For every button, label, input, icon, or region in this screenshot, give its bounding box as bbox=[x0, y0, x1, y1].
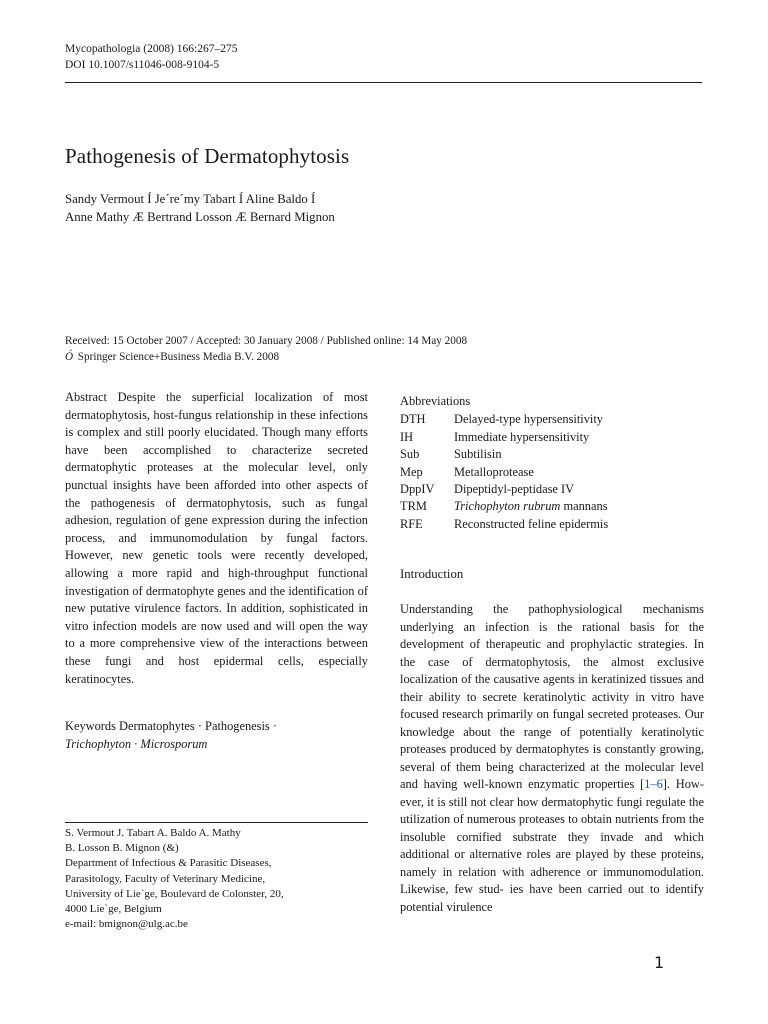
abbreviation-value: Reconstructed feline epidermis bbox=[454, 516, 609, 531]
introduction-text-2: ]. How- ever, it is still not clear how dermatophytic fungi regulate the utilization of numerous proteases to obtain nutrients from the insoluble cornified substrate they invade and which additional or alternative roles are played by these proteins, namely in relation with adherence or immunomodulation. Likewise, few stud- ies have been carried out to identify potential virulence bbox=[400, 777, 705, 914]
affiliation-city: 4000 Lie`ge, Belgium bbox=[65, 903, 162, 916]
abbreviation-row bbox=[400, 464, 704, 481]
affiliation-univ: University of Lie`ge, Boulevard de Colonster, 20, bbox=[65, 887, 284, 900]
abstract: Abstract Despite the superficial localization of most dermatophytosis, host-fungus relationship in these infections is complex and still poorly elucidated. Though many efforts have been accomplished to characterize secreted dermatophytic proteases at the molecular level, only punctual insights have been afforded into other aspects of the pathogenesis of dermatophytosis, such as fungal adhesion, regulation of gene expression during the infection process, and immunomodulation by fungal factors. However, new genetic tools were recently developed, allowing a more rapid and high-throughput functional investigation of dermatophyte genes and the identification of new putative virulence factors. In addition, sophisticated in vitro infection models are now used and will open the way to a more comprehensive view of the interactions between these fungi and host epidermal cells, especially keratinocytes. bbox=[65, 390, 368, 686]
affiliation-dept: Department of Infectious & Parasitic Diseases, bbox=[65, 857, 272, 870]
abbreviation-value-italic: Trichophyton rubrum bbox=[454, 499, 561, 514]
abbreviation-value: Metalloprotease bbox=[454, 464, 534, 479]
abbreviation-key: Mep bbox=[400, 464, 423, 479]
keywords-line-2: Trichophyton · Microsporum bbox=[65, 736, 208, 751]
abbreviation-key: TRM bbox=[400, 499, 427, 514]
abbreviations-heading: Abbreviations bbox=[400, 394, 471, 408]
abbreviation-row bbox=[400, 446, 704, 463]
journal-citation: Mycopathologia (2008) 166:267–275 bbox=[65, 43, 238, 55]
abbreviation-row bbox=[400, 481, 704, 498]
abbreviation-value-rest: mannans bbox=[560, 499, 608, 514]
abbreviation-key: RFE bbox=[400, 516, 423, 531]
date-history: Received: 15 October 2007 / Accepted: 30 January 2008 / Published online: 14 May 2008 bbox=[65, 335, 468, 347]
copyright-line bbox=[65, 349, 467, 365]
footnote-rule bbox=[65, 822, 368, 823]
authors-line-2: Anne Mathy Æ Bertrand Losson Æ Bernard Mignon bbox=[65, 210, 335, 224]
affiliation bbox=[65, 826, 368, 932]
affiliation-names-1: S. Vermout J. Tabart A. Baldo A. Mathy bbox=[65, 827, 241, 839]
abbreviations bbox=[400, 393, 704, 533]
journal-doi: DOI 10.1007/s11046-008-9104-5 bbox=[65, 59, 220, 71]
article-title: Pathogenesis of Dermatophytosis bbox=[65, 144, 350, 168]
abbreviation-row bbox=[400, 516, 704, 533]
introduction-text-1: Understanding the pathophysiological mechanisms underlying an infection is the rational basis for the development of therapeutic and prophylactic strategies. In the case of dermatophytosis, the almost exclusive localization of the causative agents in keratinized tissues and their ability to secrete keratinolytic activity in vitro have focused research primarily on fungal secreted proteases. Our knowledge about the range of potentially keratinolytic proteases produced by dermatophytes is constantly growing, several of them being characterized at the molecular level and having well-known enzymatic properties [ bbox=[400, 602, 704, 791]
citation-link[interactable]: 1–6 bbox=[644, 777, 663, 791]
abbreviation-row bbox=[400, 498, 704, 515]
abbreviation-value: Immediate hypersensitivity bbox=[454, 429, 590, 444]
abbreviation-key: DppIV bbox=[400, 482, 435, 497]
authors-line-1: Sandy Vermout Í Je´re´my Tabart Í Aline Baldo Í bbox=[65, 192, 316, 206]
author-list bbox=[65, 190, 425, 226]
abbreviation-value: Dipeptidyl-peptidase IV bbox=[454, 482, 575, 497]
publication-dates bbox=[65, 333, 467, 365]
abbreviation-row bbox=[400, 411, 704, 428]
abbreviation-value: Subtilisin bbox=[454, 447, 502, 462]
affiliation-email[interactable]: e-mail: bmignon@ulg.ac.be bbox=[65, 918, 188, 931]
keywords bbox=[65, 718, 368, 753]
affiliation-faculty: Parasitology, Faculty of Veterinary Medicine, bbox=[65, 872, 266, 885]
copyright-icon: Ó bbox=[65, 351, 74, 363]
abbreviation-key: IH bbox=[400, 429, 414, 444]
introduction-heading: Introduction bbox=[400, 567, 464, 581]
copyright-text: Springer Science+Business Media B.V. 2008 bbox=[77, 351, 280, 363]
affiliation-names-2: B. Losson B. Mignon (&) bbox=[65, 842, 179, 855]
keywords-line-1: Keywords Dermatophytes · Pathogenesis · bbox=[65, 719, 277, 733]
introduction-body bbox=[400, 601, 704, 916]
abbreviation-value bbox=[454, 498, 608, 515]
header-rule bbox=[65, 82, 702, 83]
journal-header bbox=[65, 41, 237, 73]
abbreviation-key: Sub bbox=[400, 447, 420, 462]
abbreviation-key: DTH bbox=[400, 412, 426, 427]
page-number: 1 bbox=[654, 953, 665, 972]
abbreviation-value: Delayed-type hypersensitivity bbox=[454, 412, 603, 427]
abbreviation-row bbox=[400, 429, 704, 446]
